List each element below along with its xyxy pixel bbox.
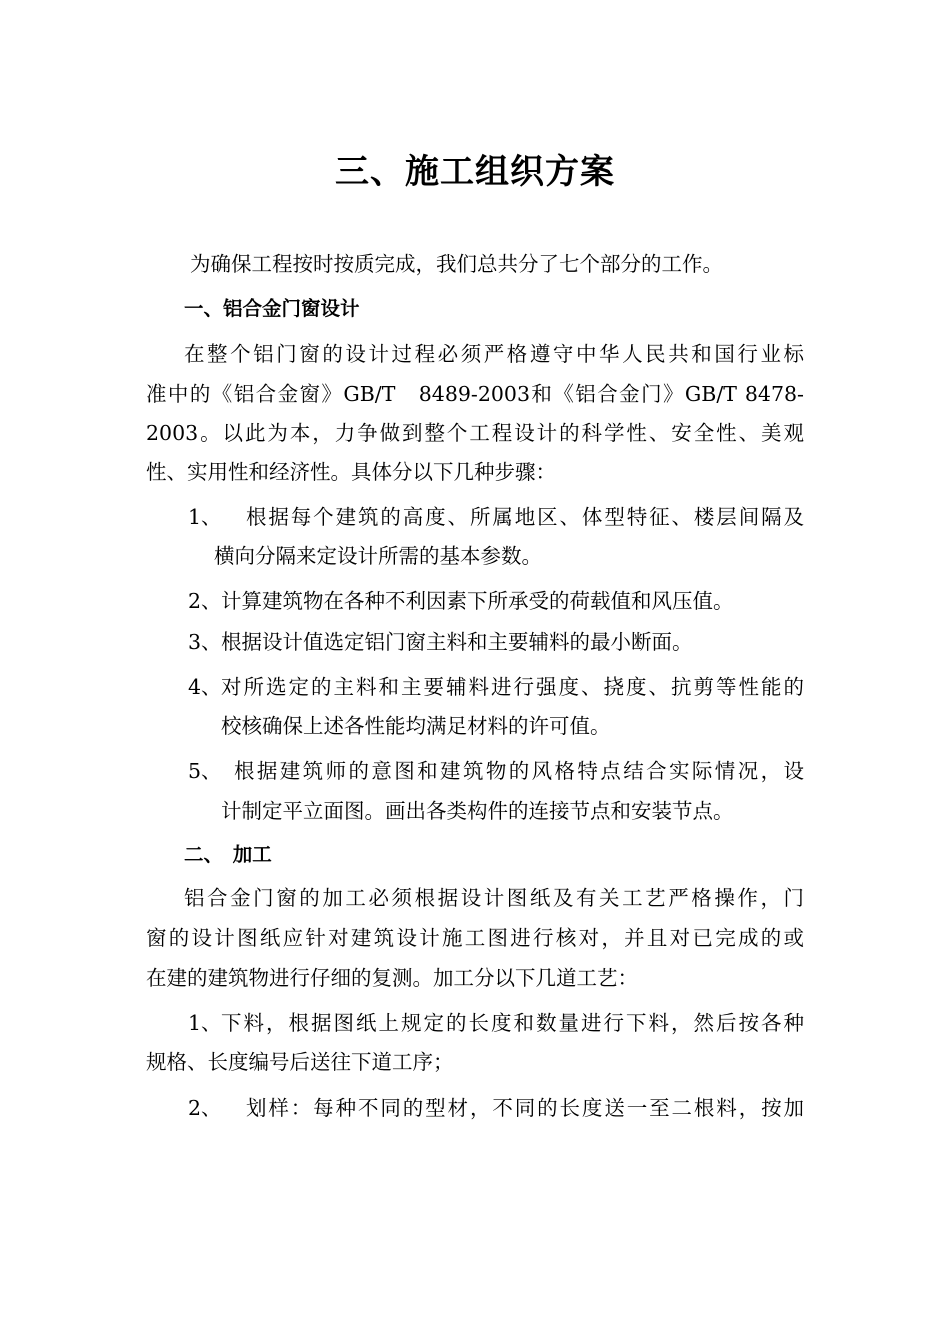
paragraph-line: 在建的建筑物进行仔细的复测。加工分以下几道工艺：	[146, 966, 638, 990]
step-text: 下料，根据图纸上规定的长度和数量进行下料，然后按各种	[221, 1011, 804, 1035]
step-number: 2、	[188, 589, 222, 613]
step-number: 2、	[188, 1096, 222, 1120]
paragraph-line: 在整个铝门窗的设计过程必须严格遵守中华人民共和国行业标	[184, 342, 804, 366]
step-text: 计制定平立面图。画出各类构件的连接节点和安装节点。	[221, 799, 734, 823]
step-number: 1、	[188, 505, 222, 529]
page-title: 三、施工组织方案	[335, 152, 615, 192]
intro-paragraph: 为确保工程按时按质完成，我们总共分了七个部分的工作。	[190, 252, 723, 276]
step-text: 校核确保上述各性能均满足材料的许可值。	[221, 714, 611, 738]
step-number: 1、	[188, 1011, 222, 1035]
step-text: 根据每个建筑的高度、所属地区、体型特征、楼层间隔及	[246, 505, 804, 529]
step-text: 划样：每种不同的型材，不同的长度送一至二根料，按加	[246, 1096, 804, 1120]
step-number: 5、	[188, 759, 222, 783]
step-text: 对所选定的主料和主要辅料进行强度、挠度、抗剪等性能的	[221, 675, 804, 699]
step-text: 计算建筑物在各种不利因素下所承受的荷载值和风压值。	[221, 589, 734, 613]
section-heading-design: 一、铝合金门窗设计	[184, 297, 360, 320]
paragraph-line: 窗的设计图纸应针对建筑设计施工图进行核对，并且对已完成的或	[146, 926, 804, 950]
step-text: 规格、长度编号后送往下道工序；	[146, 1050, 454, 1074]
paragraph-line: 性、实用性和经济性。具体分以下几种步骤：	[146, 460, 556, 484]
step-text: 根据设计值选定铝门窗主料和主要辅料的最小断面。	[221, 630, 693, 654]
paragraph-line: 2003。以此为本，力争做到整个工程设计的科学性、安全性、美观	[146, 421, 804, 445]
step-number: 3、	[188, 630, 222, 654]
paragraph-line: 准中的《铝合金窗》GB/T 8489-2003和《铝合金门》GB/T 8478-	[146, 382, 804, 406]
paragraph-line: 铝合金门窗的加工必须根据设计图纸及有关工艺严格操作，门	[184, 886, 804, 910]
section-heading-processing: 二、 加工	[184, 843, 272, 866]
step-number: 4、	[188, 675, 222, 699]
step-text: 根据建筑师的意图和建筑物的风格特点结合实际情况，设	[234, 759, 804, 783]
step-text: 横向分隔来定设计所需的基本参数。	[214, 544, 542, 568]
